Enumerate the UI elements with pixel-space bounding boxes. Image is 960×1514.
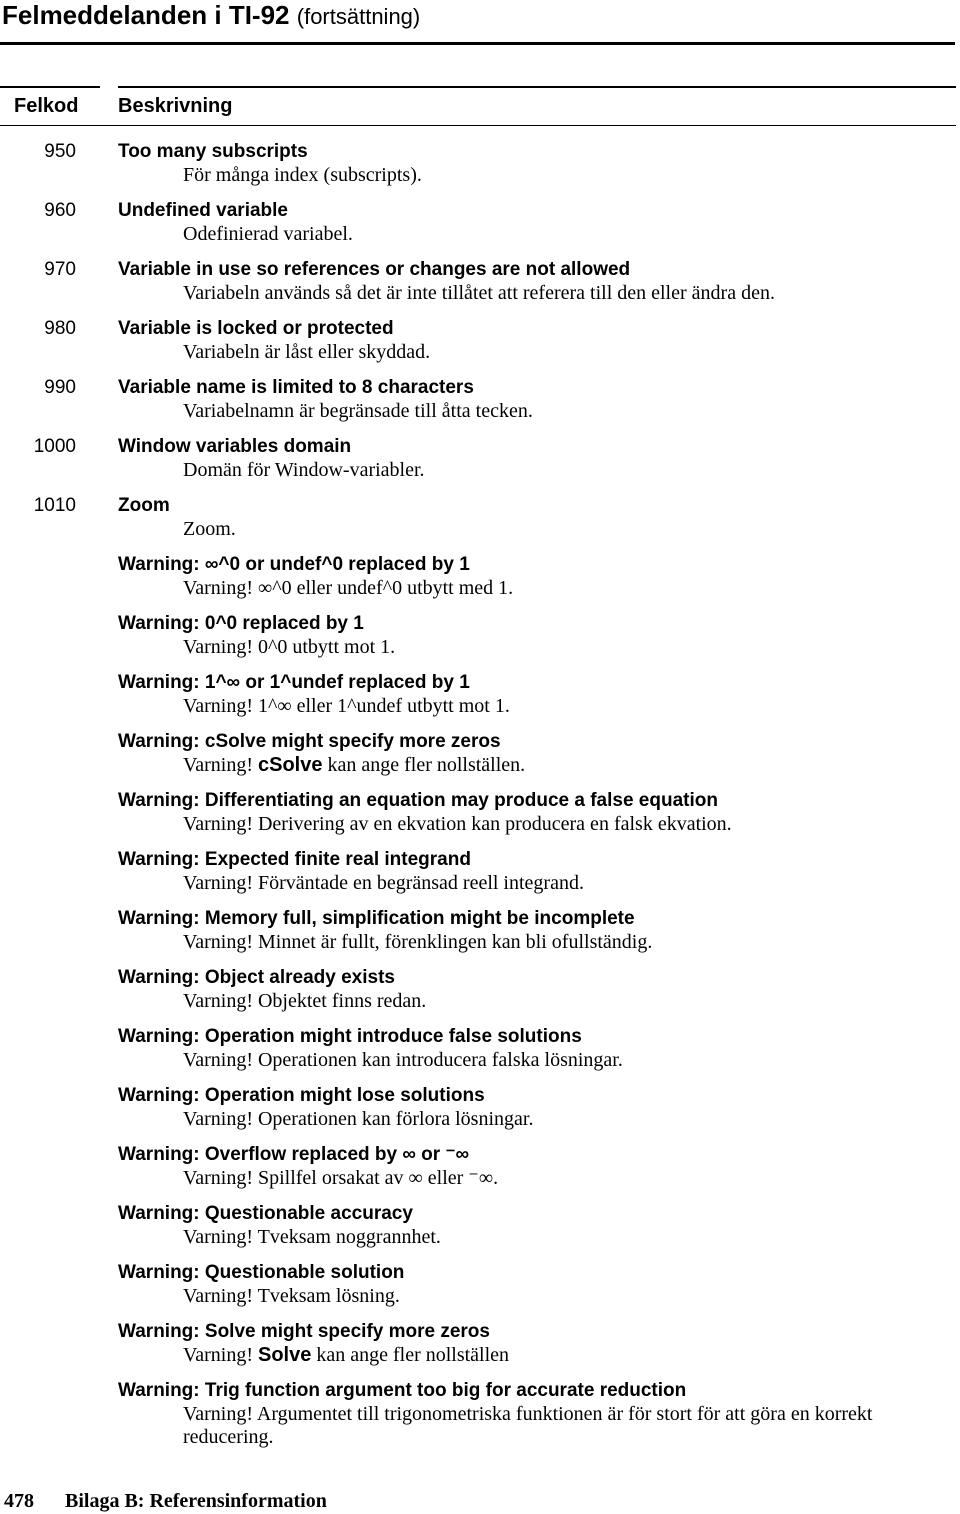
error-entry: [0, 435, 960, 482]
error-message-swedish: Varning! Operationen kan förlora lösningar.: [183, 1108, 534, 1130]
error-message-english: Variable name is limited to 8 characters: [118, 377, 474, 398]
error-entry: [0, 258, 960, 305]
page-title-subtitle: (fortsättning): [296, 4, 421, 29]
error-entry: [0, 671, 960, 718]
error-entry: [0, 494, 960, 541]
error-entry: [0, 848, 960, 895]
error-code: 1010: [33, 495, 76, 516]
error-entry: [0, 1202, 960, 1249]
error-message-swedish: Varning! ∞^0 eller undef^0 utbytt med 1.: [183, 577, 514, 599]
swedish-prefix: Varning!: [183, 1344, 258, 1366]
error-entry: [0, 199, 960, 246]
error-entry: [0, 789, 960, 836]
error-message-english: Warning: Object already exists: [118, 967, 395, 988]
header-bottom-rule: [0, 125, 956, 126]
error-entry: [0, 1143, 960, 1190]
error-entry: [0, 1084, 960, 1131]
error-message-swedish: Varning! 1^∞ eller 1^undef utbytt mot 1.: [183, 695, 510, 717]
error-code: 980: [44, 318, 76, 339]
error-message-swedish: [183, 754, 943, 777]
error-message-english: Warning: Expected finite real integrand: [118, 849, 471, 870]
error-code: 1000: [33, 436, 76, 457]
error-message-english: Warning: Questionable accuracy: [118, 1203, 413, 1224]
error-entry: [0, 907, 960, 954]
error-message-swedish: Varning! Tveksam lösning.: [183, 1285, 400, 1307]
error-message-english: Warning: ∞^0 or undef^0 replaced by 1: [118, 554, 470, 575]
error-message-swedish: Odefinierad variabel.: [183, 223, 353, 245]
error-message-swedish: Variabelnamn är begränsade till åtta tecken.: [183, 400, 533, 422]
error-message-swedish: Varning! Spillfel orsakat av ∞ eller ⁻∞.: [183, 1167, 499, 1189]
error-message-english: Warning: Overflow replaced by ∞ or ⁻∞: [118, 1144, 470, 1165]
page-footer: [4, 1490, 327, 1513]
error-entry: [0, 966, 960, 1013]
title-rule: [0, 42, 955, 45]
error-message-english: Zoom: [118, 495, 170, 516]
column-rule-description: [118, 86, 956, 88]
page-number: 478: [4, 1490, 34, 1512]
error-entry: [0, 140, 960, 187]
error-entry: [0, 1320, 960, 1367]
error-message-english: Variable in use so references or changes are not allowed: [118, 259, 631, 280]
error-entry: [0, 376, 960, 423]
error-entry: [0, 553, 960, 600]
command-name: cSolve: [257, 754, 323, 776]
error-message-english: Warning: 1^∞ or 1^undef replaced by 1: [118, 672, 470, 693]
error-entry: [0, 1261, 960, 1308]
error-message-swedish: Variabeln används så det är inte tillåtet att referera till den eller ändra den.: [183, 282, 775, 304]
error-message-swedish: För många index (subscripts).: [183, 164, 422, 186]
page-title: [2, 0, 420, 34]
error-code: 990: [44, 377, 76, 398]
error-message-english: Too many subscripts: [118, 141, 308, 162]
swedish-suffix: kan ange fler nollställen.: [322, 754, 526, 776]
error-message-swedish: Varning! Förväntade en begränsad reell integrand.: [183, 872, 584, 894]
section-name: Bilaga B: Referensinformation: [65, 1490, 327, 1512]
error-message-swedish: Varning! 0^0 utbytt mot 1.: [183, 636, 396, 658]
column-rule-code: [0, 86, 100, 88]
error-message-swedish: Variabeln är låst eller skyddad.: [183, 341, 431, 363]
error-message-english: Window variables domain: [118, 436, 352, 457]
error-message-english: Undefined variable: [118, 200, 288, 221]
error-message-swedish: Varning! Argumentet till trigonometriska funktionen är för stort för att göra en korrekt reducering.: [183, 1403, 873, 1448]
error-entry: [0, 1379, 960, 1449]
error-list: [0, 140, 960, 1461]
error-message-swedish: Domän för Window-variabler.: [183, 459, 425, 481]
error-message-english: Warning: cSolve might specify more zeros: [118, 731, 501, 752]
error-message-swedish: Zoom.: [183, 518, 236, 540]
error-message-english: Warning: Differentiating an equation may produce a false equation: [118, 790, 718, 811]
error-message-swedish: Varning! Operationen kan introducera falska lösningar.: [183, 1049, 623, 1071]
command-name: Solve: [257, 1344, 312, 1366]
error-code: 960: [44, 200, 76, 221]
error-code: 970: [44, 259, 76, 280]
error-message-english: Warning: Questionable solution: [118, 1262, 405, 1283]
error-code: 950: [44, 141, 76, 162]
swedish-suffix: kan ange fler nollställen: [311, 1344, 510, 1366]
column-header-description: Beskrivning: [118, 95, 233, 117]
error-message-english: Warning: 0^0 replaced by 1: [118, 613, 364, 634]
error-message-swedish: Varning! Objektet finns redan.: [183, 990, 427, 1012]
error-message-swedish: Varning! Tveksam noggrannhet.: [183, 1226, 441, 1248]
swedish-prefix: Varning!: [183, 754, 258, 776]
page-title-main: Felmeddelanden i TI-92: [2, 0, 290, 30]
error-message-swedish: Varning! Minnet är fullt, förenklingen kan bli ofullständig.: [183, 931, 653, 953]
error-message-english: Warning: Memory full, simplification might be incomplete: [118, 908, 635, 929]
error-message-english: Warning: Solve might specify more zeros: [118, 1321, 490, 1342]
error-message-english: Warning: Operation might lose solutions: [118, 1085, 485, 1106]
error-entry: [0, 1025, 960, 1072]
error-message-swedish: [183, 1344, 943, 1367]
error-message-english: Warning: Trig function argument too big for accurate reduction: [118, 1380, 687, 1401]
error-message-english: Warning: Operation might introduce false solutions: [118, 1026, 582, 1047]
error-message-english: Variable is locked or protected: [118, 318, 394, 339]
column-header-code: Felkod: [14, 95, 79, 117]
error-message-swedish: Varning! Derivering av en ekvation kan producera en falsk ekvation.: [183, 813, 732, 835]
error-entry: [0, 317, 960, 364]
error-entry: [0, 612, 960, 659]
error-entry: [0, 730, 960, 777]
